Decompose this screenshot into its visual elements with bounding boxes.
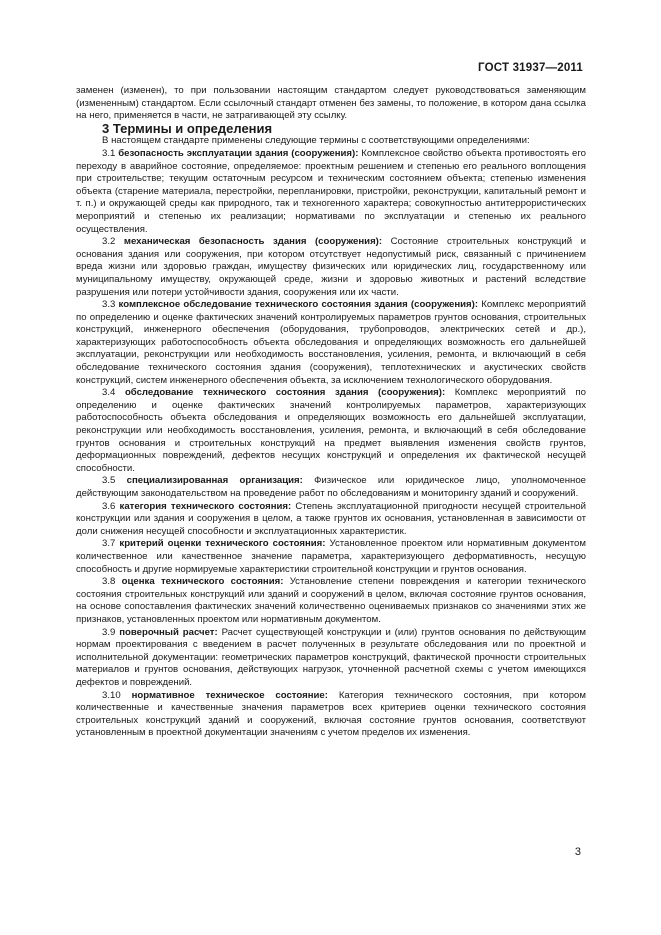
term-number: 3.6 [102, 500, 116, 512]
page-number: 3 [574, 846, 581, 858]
term-name: механическая безопасность здания (сооружения): [123, 236, 383, 248]
term-definition: Состояние строительных конструкций и основания здания или сооружения, при котором отсутствует недопустимый риск, связанный с причинением вреда жизни или здоровью граждан, имуществу физических или юридических лиц, государственному или муниципальному имуществу, окружающей среде, жизни и здоровью животных и растений вследствие разрушения или потери устойчивости здания, сооружения или их части. [76, 236, 587, 298]
document-code: ГОСТ 31937—2011 [478, 62, 583, 74]
term-paragraph [76, 576, 586, 626]
term-definition: Комплекс мероприятий по определению и оценке фактических значений контролируемых параметров, характеризующих работоспособность объекта обследования и определяющих возможность его дальнейшей эксплуатации, реконструкции или необходимость восстановления, усиления, ремонта, и включающий в себя обследование грунтов основания и строительных конструкций на предмет выявления изменения свойств грунтов, деформационных повреждений, дефектов несущих конструкций и определения их фактической несущей способности. [76, 387, 587, 474]
term-definition: Расчет существующей конструкции и (или) грунтов основания по действующим нормам проектирования с введением в расчет полученных в результате обследования или по проектной и исполнительной документации: геометрических параметров конструкций, фактической прочности строительных материалов и грунтов основания, действующих нагрузок, уточненной расчетной схемы с учетом имеющихся дефектов и повреждений. [76, 626, 586, 688]
term-paragraph [76, 501, 586, 539]
term-definition: Комплексное свойство объекта противостоять его переходу в аварийное состояние, определяемое: проектным решением и степенью его реального воплощения при строительстве; текущим остаточным ресурсом и техническим состоянием объекта; степенью изменения объекта (старение материала, перестройки, перепланировки, пристройки, реконструкции, капитальный ремонт и т. п.) и окружающей среды как природного, так и техногенного характера; совокупностью антитеррористических мероприятий и степенью их реализации; нормативами по эксплуатации и степенью их реального осуществления. [76, 147, 586, 235]
term-paragraph [76, 690, 586, 740]
term-name: оценка технического состояния: [121, 576, 284, 588]
term-paragraph [76, 148, 586, 236]
term-name: категория технического состояния: [119, 500, 292, 512]
term-definition: Установленное проектом или нормативным документом количественное или качественное значение параметра, характеризующего деформативность, несущую способность и другие нормируемые характеристики строительной конструкции и грунтов основания. [76, 538, 586, 575]
term-paragraph [76, 387, 586, 475]
term-definition: Комплекс мероприятий по определению и оценке фактических значений контролируемых параметров грунтов основания, строительных конструкций, инженерного обеспечения (оборудования, трубопроводов, электрических сетей и др.), характеризующих работоспособность объекта обследования и определяющих возможность его дальнейшей эксплуатации, реконструкции или необходимость восстановления, усиления, ремонта, и включающий в себя обследование технического состояния здания (сооружения), теплотехнических и акустических свойств конструкций, систем инженерного обеспечения объекта, за исключением технологического оборудования. [76, 299, 586, 386]
term-number: 3.4 [102, 387, 116, 399]
document-body [76, 85, 586, 740]
term-paragraph [76, 538, 586, 576]
term-definition: Установление степени повреждения и категории технического состояния строительных конструкций или зданий и сооружений в целом, включая состояние грунтов основания, на основе сопоставления фактических значений количественно оцениваемых признаков со значениями этих же признаков, установленных проектом или нормативным документом. [76, 576, 586, 625]
term-number: 3.3 [102, 299, 116, 311]
term-number: 3.1 [102, 147, 116, 159]
term-name: безопасность эксплуатации здания (сооружения): [118, 147, 359, 159]
section-lead: В настоящем стандарте применены следующие термины с соответствующими определениями: [102, 135, 530, 147]
term-name: поверочный расчет: [119, 626, 218, 638]
term-number: 3.10 [102, 689, 121, 701]
term-name: специализированная организация: [126, 475, 303, 487]
term-definition: Категория технического состояния, при котором количественные и качественные значения параметров всех критериев оценки технического состояния строительных конструкций зданий и сооружений, включая состояние грунтов основания, соответствуют установленным в проектной документации значениям с учетом пределов их изменения. [76, 689, 586, 739]
term-number: 3.2 [102, 236, 116, 248]
term-paragraph [76, 627, 586, 690]
term-paragraph [76, 236, 586, 299]
term-name: комплексное обследование технического состояния здания (сооружения): [118, 299, 479, 311]
term-number: 3.7 [102, 538, 116, 550]
term-paragraph [76, 475, 586, 500]
terms-list [76, 148, 586, 740]
term-definition: Степень эксплуатационной пригодности несущей строительной конструкции или здания и сооружения в целом, а также грунтов их основания, установленная в зависимости от доли снижения несущей способности и эксплуатационных характеристик. [76, 500, 587, 537]
section-title: 3 Термины и определения [102, 120, 273, 136]
term-name: обследование технического состояния здания (сооружения): [124, 387, 446, 399]
term-name: критерий оценки технического состояния: [119, 538, 326, 550]
term-definition: Физическое или юридическое лицо, уполномоченное действующим законодательством на проведение работ по обследованиям и мониторингу зданий и сооружений. [76, 475, 587, 499]
term-paragraph [76, 299, 586, 387]
term-name: нормативное техническое состояние: [131, 689, 328, 701]
intro-paragraph: заменен (изменен), то при пользовании настоящим стандартом следует руководствоваться заменяющим (измененным) стандартом. Если ссылочный стандарт отменен без замены, то положение, в котором дана ссылка на него, применяется в части, не затрагивающей эту ссылку. [76, 85, 586, 122]
term-number: 3.5 [102, 475, 116, 487]
term-number: 3.9 [102, 626, 116, 638]
term-number: 3.8 [102, 576, 116, 588]
